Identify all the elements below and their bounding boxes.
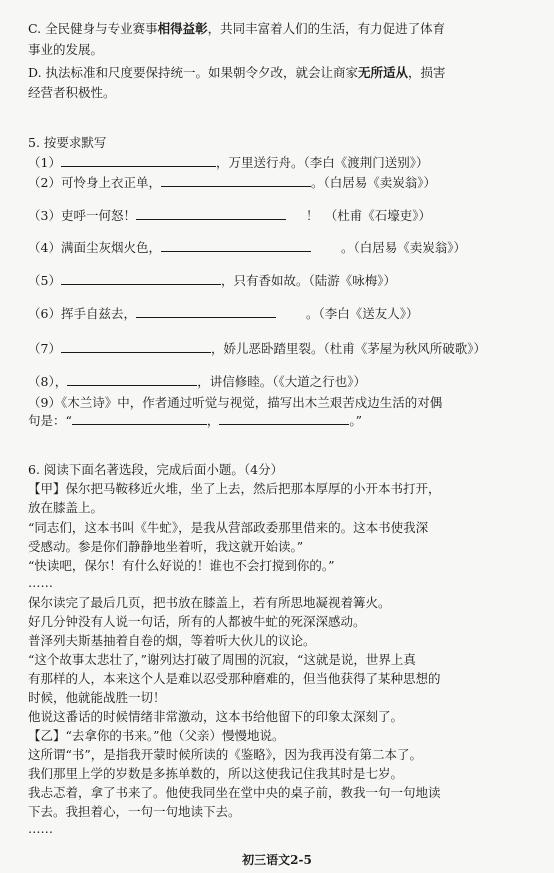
passage-line: 时候，他就能战胜一切！ [28,690,166,705]
passage-line: 保尔读完了最后几页，把书放在膝盖上，若有所思地凝视着篝火。 [28,595,391,610]
q5-item-3: （3）吏呼一何怒！ ！ （杜甫《石壕吏》） [28,208,431,223]
answer-blank[interactable] [136,207,286,220]
answer-blank[interactable] [161,174,311,187]
passage-line: 有那样的人，本来这个人是难以忍受那种磨难的，但当他获得了某种思想的 [28,671,441,686]
answer-blank[interactable] [219,412,349,425]
q5-item-9-line2: 句是：“ ， 。” [28,413,363,428]
q5-item-2: （2）可怜身上衣正单， 。（白居易《卖炭翁》） [28,175,436,190]
q5-item-7: （7） ，娇儿恶卧踏里裂。（杜甫《茅屋为秋风所破歌》） [28,341,486,356]
answer-blank[interactable] [61,340,211,353]
q5-item-8: （8）， ，讲信修睦。（《大道之行也》） [28,374,366,389]
passage-line: 他说这番话的时候情绪非常激动，这本书给他留下的印象太深刻了。 [28,709,404,724]
passage-line: 下去。我担着心，一句一句地读下去。 [28,804,241,819]
option-c-line1: C. 全民健身与专业赛事相得益彰，共同丰富着人们的生活，有力促进了体育 [28,21,446,36]
q5-item-4: （4）满面尘灰烟火色， 。（白居易《卖炭翁》） [28,240,466,255]
passage-line: 普泽列夫斯基抽着自卷的烟，等着听大伙儿的议论。 [28,633,316,648]
q5-item-1: （1） ，万里送行舟。（李白《渡荆门送别》） [28,155,429,170]
answer-blank[interactable] [61,154,216,167]
passage-line: 这所谓“书”，是指我开蒙时候所读的《鉴略》，因为我再没有第二本了。 [28,747,423,762]
passage-line: “快读吧，保尔！有什么好说的！谁也不会打搅到你的。” [28,558,335,573]
q5-item-5: （5） ，只有香如故。（陆游《咏梅》） [28,273,396,288]
q5-item-9-line1: （9）《木兰诗》中，作者通过听觉与视觉，描写出木兰艰苦戍边生活的对偶 [28,395,443,410]
q6-title: 6. 阅读下面名著选段，完成后面小题。（4分） [28,462,284,477]
passage-line: 【乙】“去拿你的书来。”他（父亲）慢慢地说。 [28,728,285,743]
option-c-line2: 事业的发展。 [28,42,104,57]
answer-blank[interactable] [72,412,207,425]
answer-blank[interactable] [61,272,221,285]
q5-title: 5. 按要求默写 [28,135,107,150]
option-d-line2: 经营者积极性。 [28,85,116,100]
passage-line: 受感动。参是你们静静地坐着听，我这就开始读。” [28,539,304,554]
ellipsis: …… [28,575,53,590]
answer-blank[interactable] [67,373,197,386]
passage-line: 好几分钟没有人说一句话，所有的人都被牛虻的死深深感动。 [28,614,366,629]
passage-line: 放在膝盖上。 [28,500,104,515]
passage-line: “同志们，这本书叫《牛虻》，是我从营部政委那里借来的。这本书使我深 [28,520,429,535]
page-footer: 初三语文2-5 [242,853,312,867]
answer-blank[interactable] [136,305,276,318]
passage-line: 【甲】保尔把马鞍移近火堆，坐了上去，然后把那本厚厚的小开本书打开， [28,481,441,496]
passage-line: 我们那里上学的岁数是多拣单数的，所以这使我记住我其时是七岁。 [28,766,404,781]
passage-line: “这个故事太悲壮了，”谢列达打破了周围的沉寂，“这就是说，世界上真 [28,652,416,667]
ellipsis: …… [28,821,53,836]
option-d-line1: D. 执法标准和尺度要保持统一。如果朝令夕改，就会让商家无所适从，损害 [28,65,446,80]
passage-line: 我忐忑着，拿了书来了。他使我同坐在堂中央的桌子前，教我一句一句地读 [28,785,441,800]
answer-blank[interactable] [161,239,311,252]
q5-item-6: （6）挥手自兹去， 。（李白《送友人》） [28,306,419,321]
